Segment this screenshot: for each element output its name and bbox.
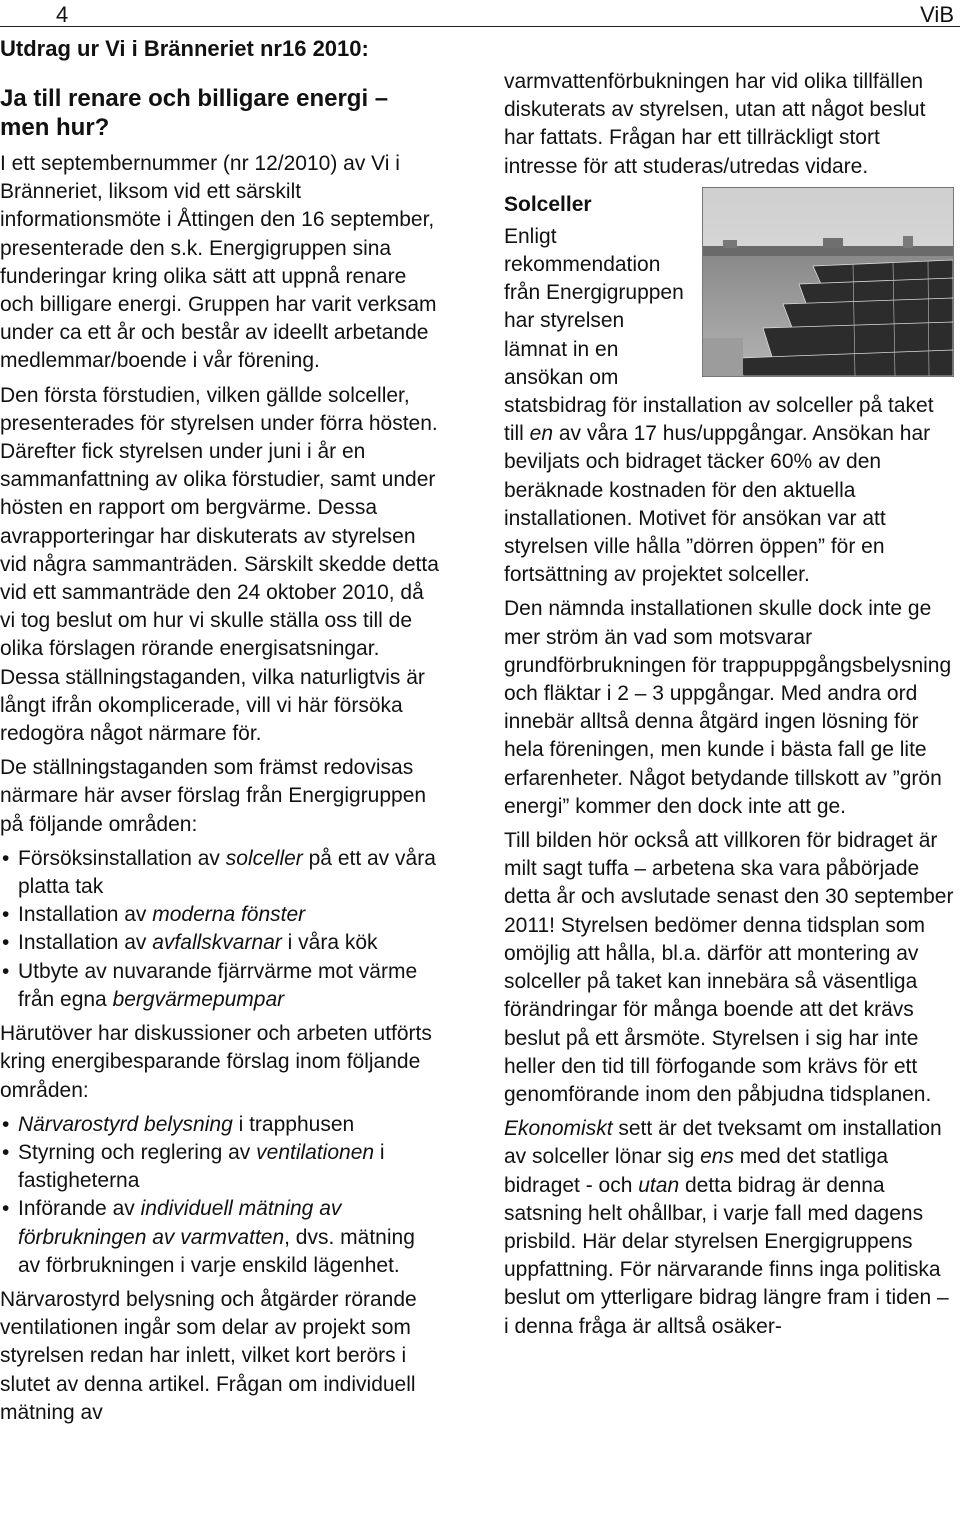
paragraph-prestudies: Den första förstudien, vilken gällde solceller, presenterades för styrelsen under förra hösten. Därefter fick styrelsen under juni i år en sammanfattning av olika förstudier, samt under hösten en rapport om bergvärme. Dessa avrapporteringar har diskuterats av styrelsen vid några sammanträden. Särskilt skedde detta vid ett sammanträde den 24 oktober 2010, då vi tog beslut om hur vi skulle ställa oss till de olika förslagen rörande energisatsningar. Dessa ställningstaganden, vilka naturligtvis är långt ifrån okomplicerade, vill vi här försöka redogöra något närmare för. bbox=[0, 383, 439, 746]
paragraph-continued: varmvattenförbukningen har vid olika tillfällen diskuterats av styrelsen, utan att något beslut har fattats. Frågan har ett tillräckligt stort intresse för att studeras/utredas vidare. bbox=[504, 70, 926, 178]
paragraph-solar-application: Enligt rekommendation från Energigruppen har styrelsen lämnat in en ansökan om statsbidrag för installation av solceller på taket till en av våra 17 hus/uppgångar. Ansökan har beviljats och bidraget täcker 60% av den beräknade kostnaden för den aktuella installationen. Motivet för ansökan var att styrelsen ville hålla ”dörren öppen” för en fortsättning av projektet solceller. bbox=[504, 224, 934, 587]
paragraph-conditions: Till bilden hör också att villkoren för bidraget är milt sagt tuffa – arbetena ska vara påbörjade detta år och avslutade senast den 30 september 2011! Styrelsen bedömer denna tidsplan som omöjlig att hålla, bl.a. därför att montering av solceller på taket kan innebära så väsentliga förändringar för många boende att det krävs beslut på ett årsmöte. Styrelsen i sig har inte heller den tid till förfogande som krävs för ett genomförande inom den påbjudna tidsplanen. bbox=[504, 829, 954, 1106]
article-kicker: Utdrag ur Vi i Bränneriet nr16 2010: bbox=[0, 36, 369, 61]
proposal-list bbox=[0, 845, 440, 1014]
paragraph-other-areas: Härutöver har diskussioner och arbeten utförts kring energibesparande förslag inom följande områden: bbox=[0, 1022, 432, 1102]
header-rule bbox=[0, 26, 960, 27]
paragraph-installation-effect: Den nämnda installationen skulle dock inte ge mer ström än vad som motsvarar grundförbrukningen för trappuppgångsbelysning och fläktar i 2 – 3 uppgångar. Med andra ord innebär alltså denna åtgärd ingen lösning för hela föreningen, men kunde i bästa fall ge lite erfarenheter. Något betydande tillskott av ”grön energi” kommer den dock inte att ge. bbox=[504, 597, 952, 818]
left-column bbox=[0, 34, 440, 1433]
article-headline: Ja till renare och billigare energi – men hur? bbox=[0, 85, 389, 141]
list-item: • Installation av avfallskvarnar i våra kök bbox=[0, 929, 440, 957]
list-item: • Försöksinstallation av solceller på ett av våra platta tak bbox=[0, 845, 440, 901]
list-item: • Införande av individuell mätning av förbrukningen av varmvatten, dvs. mätning av förbrukningen i varje enskild lägenhet. bbox=[0, 1195, 440, 1280]
magazine-name: ViB bbox=[920, 2, 954, 27]
list-item: • Närvarostyrd belysning i trapphusen bbox=[0, 1111, 440, 1139]
saving-areas-list bbox=[0, 1111, 440, 1280]
paragraph-intro: I ett septembernummer (nr 12/2010) av Vi i Bränneriet, liksom vid ett särskilt informationsmöte i Åttingen den 16 september, presenterade den s.k. Energigruppen sina funderingar kring olika sätt att uppnå renare och billigare energi. Gruppen har varit verksam under ca ett år och består av ideellt arbetande medlemmar/boende i vår förening. bbox=[0, 152, 437, 373]
paragraph-economics: Ekonomiskt sett är det tveksamt om installation av solceller lönar sig ens med det statliga bidraget - och utan detta bidrag är denna satsning helt ohållbar, i varje fall med dagens prisbild. Här delar styrelsen Energigruppens uppfattning. För närvarande finns inga politiska beslut om ytterligare bidrag längre fram i tiden – i denna fråga är alltså osäker- bbox=[504, 1117, 949, 1338]
section-title-solceller: Solceller bbox=[504, 192, 592, 216]
page-header bbox=[0, 0, 960, 30]
solar-panel-photo bbox=[702, 187, 954, 377]
right-column bbox=[504, 68, 954, 1347]
list-item: • Utbyte av nuvarande fjärrvärme mot värme från egna bergvärmepumpar bbox=[0, 958, 440, 1014]
paragraph-ongoing: Närvarostyrd belysning och åtgärder rörande ventilationen ingår som delar av projekt som styrelsen redan har inlett, vilket kort berörs i slutet av denna artikel. Frågan om individuell mätning av bbox=[0, 1287, 417, 1424]
page-number: 4 bbox=[56, 2, 69, 27]
list-item: • Styrning och reglering av ventilationen i fastigheterna bbox=[0, 1139, 440, 1195]
paragraph-positions: De ställningstaganden som främst redovisas närmare här avser förslag från Energigruppen på följande områden: bbox=[0, 756, 427, 836]
list-item: • Installation av moderna fönster bbox=[0, 901, 440, 929]
